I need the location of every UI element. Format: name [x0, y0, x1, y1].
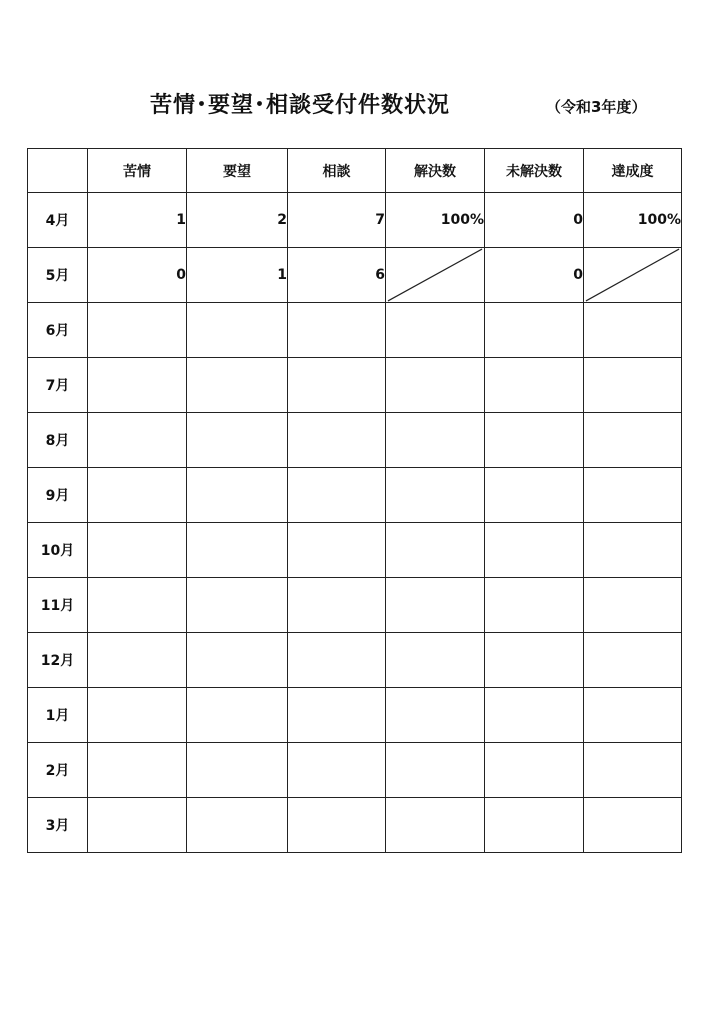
complaint-cell [88, 798, 187, 853]
request-cell [187, 578, 288, 633]
resolved-cell [386, 798, 485, 853]
table-row [28, 578, 682, 633]
resolved-cell: 100% [386, 193, 485, 248]
table-row [28, 248, 682, 303]
resolved-cell [386, 358, 485, 413]
resolved-cell [386, 743, 485, 798]
complaint-cell: 0 [88, 248, 187, 303]
unresolved-cell [485, 523, 584, 578]
complaint-cell [88, 358, 187, 413]
month-cell: 6月 [28, 303, 88, 358]
header-unresolved: 未解決数 [485, 149, 584, 193]
month-cell: 5月 [28, 248, 88, 303]
consultation-cell [288, 633, 386, 688]
consultation-cell [288, 468, 386, 523]
resolved-cell [386, 523, 485, 578]
month-cell: 9月 [28, 468, 88, 523]
request-cell [187, 358, 288, 413]
request-cell [187, 798, 288, 853]
consultation-cell [288, 523, 386, 578]
resolved-cell [386, 633, 485, 688]
header-corner [28, 149, 88, 193]
resolved-cell [386, 578, 485, 633]
month-cell: 12月 [28, 633, 88, 688]
diagonal-slash-line [584, 248, 681, 302]
unresolved-cell [485, 688, 584, 743]
consultation-cell [288, 743, 386, 798]
consultation-cell [288, 303, 386, 358]
request-cell [187, 303, 288, 358]
achievement-slash-cell [584, 248, 682, 303]
header-consultation: 相談 [288, 149, 386, 193]
unresolved-cell [485, 303, 584, 358]
consultation-cell [288, 578, 386, 633]
consultation-cell: 7 [288, 193, 386, 248]
table-row [28, 743, 682, 798]
complaint-cell [88, 688, 187, 743]
complaint-cell [88, 633, 187, 688]
table-row [28, 688, 682, 743]
diagonal-slash-line [386, 248, 484, 302]
page-title: 苦情･要望･相談受付件数状況 [150, 93, 451, 118]
achievement-cell [584, 688, 682, 743]
achievement-cell [584, 468, 682, 523]
unresolved-cell [485, 468, 584, 523]
month-cell: 4月 [28, 193, 88, 248]
consultation-cell [288, 358, 386, 413]
table-row [28, 633, 682, 688]
complaint-cell [88, 413, 187, 468]
month-cell: 11月 [28, 578, 88, 633]
header-request: 要望 [187, 149, 288, 193]
table-row [28, 358, 682, 413]
month-cell: 2月 [28, 743, 88, 798]
complaint-cell [88, 523, 187, 578]
table-row [28, 468, 682, 523]
consultation-cell [288, 688, 386, 743]
unresolved-cell [485, 743, 584, 798]
resolved-slash-cell [386, 248, 485, 303]
achievement-cell [584, 798, 682, 853]
table-row [28, 413, 682, 468]
month-cell: 7月 [28, 358, 88, 413]
complaint-cell [88, 743, 187, 798]
unresolved-cell [485, 413, 584, 468]
complaints-table [27, 148, 682, 853]
unresolved-cell [485, 358, 584, 413]
month-cell: 3月 [28, 798, 88, 853]
request-cell [187, 523, 288, 578]
table-row [28, 303, 682, 358]
unresolved-cell [485, 633, 584, 688]
request-cell: 1 [187, 248, 288, 303]
request-cell [187, 743, 288, 798]
request-cell [187, 413, 288, 468]
table-row [28, 798, 682, 853]
achievement-cell [584, 413, 682, 468]
month-cell: 8月 [28, 413, 88, 468]
complaint-cell [88, 303, 187, 358]
resolved-cell [386, 303, 485, 358]
complaint-cell [88, 578, 187, 633]
achievement-cell [584, 578, 682, 633]
consultation-cell: 6 [288, 248, 386, 303]
achievement-cell [584, 358, 682, 413]
month-cell: 10月 [28, 523, 88, 578]
consultation-cell [288, 798, 386, 853]
resolved-cell [386, 468, 485, 523]
resolved-cell [386, 413, 485, 468]
resolved-cell [386, 688, 485, 743]
header-row [28, 149, 682, 193]
consultation-cell [288, 413, 386, 468]
achievement-cell [584, 743, 682, 798]
table-row [28, 193, 682, 248]
header-complaint: 苦情 [88, 149, 187, 193]
complaint-cell: 1 [88, 193, 187, 248]
header-achievement: 達成度 [584, 149, 682, 193]
achievement-cell [584, 523, 682, 578]
request-cell [187, 468, 288, 523]
table-row [28, 523, 682, 578]
unresolved-cell [485, 798, 584, 853]
unresolved-cell [485, 578, 584, 633]
header-resolved: 解決数 [386, 149, 485, 193]
request-cell: 2 [187, 193, 288, 248]
complaint-cell [88, 468, 187, 523]
request-cell [187, 688, 288, 743]
month-cell: 1月 [28, 688, 88, 743]
achievement-cell: 100% [584, 193, 682, 248]
unresolved-cell: 0 [485, 193, 584, 248]
unresolved-cell: 0 [485, 248, 584, 303]
request-cell [187, 633, 288, 688]
achievement-cell [584, 303, 682, 358]
achievement-cell [584, 633, 682, 688]
fiscal-year-label: （令和3年度） [546, 98, 647, 116]
